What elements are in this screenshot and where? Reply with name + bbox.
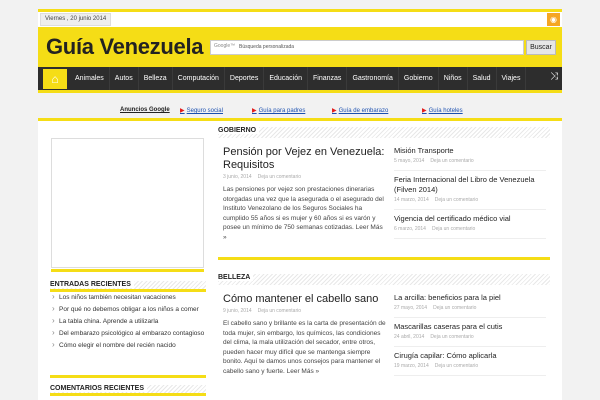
main-nav (38, 67, 562, 93)
list-item (394, 210, 546, 239)
list-item[interactable]: › Por qué no debemos obligar a los niños a comer (50, 304, 206, 316)
nav-item-animales[interactable]: Animales (70, 67, 110, 90)
ad-link[interactable]: ▶ Seguro social (180, 108, 223, 114)
site-header (38, 27, 562, 67)
featured-post (223, 293, 388, 376)
random-article-icon[interactable]: ⤨ (550, 71, 558, 82)
list-item (394, 171, 546, 210)
post-title[interactable]: Vigencia del certificado médico vial (394, 214, 511, 223)
ad-box-underline (51, 269, 204, 272)
post-title[interactable]: Mascarillas caseras para el cutis (394, 322, 503, 331)
post-list (394, 142, 546, 239)
arrow-icon: ▶ (422, 108, 427, 114)
featured-post (223, 146, 388, 242)
ad-links-bar (120, 107, 480, 117)
nav-item-educacion[interactable]: Educación (264, 67, 308, 90)
ad-link[interactable]: ▶ Guía de embarazo (332, 108, 389, 114)
section-title[interactable]: BELLEZA (218, 274, 550, 285)
nav-item-salud[interactable]: Salud (468, 67, 497, 90)
content-panel (38, 118, 562, 400)
nav-item-viajes[interactable]: Viajes (497, 67, 527, 90)
top-bar (38, 9, 562, 27)
post-meta: 3 junio, 2014 Deja un comentario (223, 174, 301, 180)
search-input[interactable] (210, 40, 524, 55)
list-item[interactable]: › Los niños también necesitan vacaciones (50, 292, 206, 304)
sidebar-ad-box (51, 138, 204, 268)
post-meta: 6 marzo, 2014 Deja un comentario (394, 226, 476, 232)
featured-post-title[interactable]: Cómo mantener el cabello sano (223, 293, 379, 305)
featured-post-title[interactable]: Pensión por Vejez en Venezuela: Requisitos (223, 146, 385, 171)
post-meta: 27 mayo, 2014 Deja un comentario (394, 305, 477, 311)
nav-item-finanzas[interactable]: Finanzas (308, 67, 347, 90)
search-button[interactable]: Buscar (526, 40, 556, 55)
list-item[interactable]: › La tabla china. Aprende a utilizarla (50, 316, 206, 328)
nav-item-ninos[interactable]: Niños (439, 67, 468, 90)
google-brand: Google™ (214, 43, 236, 49)
list-item (394, 142, 546, 171)
current-date: Viernes , 20 junio 2014 (40, 13, 111, 26)
post-meta: 19 marzo, 2014 Deja un comentario (394, 363, 479, 369)
post-meta: 9 junio, 2014 Deja un comentario (223, 308, 301, 314)
list-item (394, 347, 546, 376)
post-excerpt: El cabello sano y brillante es la carta de presentación de toda mujer, sin embargo, los químicos, las condiciones del clima, la mala utilización del secador, entre otros, pueden hacer muy difícil que se mantenga siempre bonito. Aquí te damos unos consejos para mantener el cabello sano y fuerte. Leer Más » (223, 320, 386, 375)
arrow-icon: ▶ (332, 108, 337, 114)
post-title[interactable]: Cirugía capilar: Cómo aplicarla (394, 351, 497, 360)
ad-link[interactable]: ▶ Guía para padres (252, 108, 306, 114)
nav-item-deportes[interactable]: Deportes (225, 67, 264, 90)
list-item (394, 318, 546, 347)
nav-item-belleza[interactable]: Belleza (139, 67, 173, 90)
post-list (394, 289, 546, 376)
section-belleza (218, 274, 550, 400)
rss-icon[interactable]: ◉ (547, 13, 560, 26)
ads-title[interactable]: Anuncios Google (120, 107, 170, 113)
list-item[interactable]: › Del embarazo psicológico al embarazo contagioso (50, 328, 206, 340)
post-meta: 5 mayo, 2014 Deja un comentario (394, 158, 474, 164)
home-icon[interactable]: ⌂ (43, 69, 67, 89)
widget-title: COMENTARIOS RECIENTES (50, 385, 206, 396)
section-gobierno (218, 127, 550, 261)
site-logo[interactable]: Guía Venezuela (46, 34, 204, 59)
recent-comments-widget (50, 385, 206, 396)
post-title[interactable]: La arcilla: beneficios para la piel (394, 293, 501, 302)
ad-link[interactable]: ▶ Guía hoteles (422, 108, 463, 114)
recent-entries-widget (50, 281, 206, 352)
post-title[interactable]: Misión Transporte (394, 146, 454, 155)
arrow-icon: ▶ (252, 108, 257, 114)
list-item[interactable]: › Cómo elegir el nombre del recién nacido (50, 340, 206, 352)
widget-underline (50, 375, 206, 378)
section-title[interactable]: GOBIERNO (218, 127, 550, 138)
post-meta: 14 marzo, 2014 Deja un comentario (394, 197, 479, 203)
nav-item-computacion[interactable]: Computación (173, 67, 225, 90)
search-placeholder: Búsqueda personalizada (239, 44, 295, 50)
nav-item-gastronomia[interactable]: Gastronomía (347, 67, 398, 90)
post-excerpt: Las pensiones por vejez son prestaciones dinerarias otorgadas una vez que la asegurada o el asegurado del Instituto Venezolano de los Seguros Sociales ha cumplido 55 años si es mujer y 60 años si es varón y posee un mínimo de 750 semanas cotizadas. Leer Más » (223, 186, 384, 241)
list-item (394, 289, 546, 318)
arrow-icon: ▶ (180, 108, 185, 114)
nav-item-gobierno[interactable]: Gobierno (399, 67, 439, 90)
post-meta: 24 abril, 2014 Deja un comentario (394, 334, 474, 340)
section-underline (218, 257, 550, 260)
post-title[interactable]: Feria Internacional del Libro de Venezuela (Filven 2014) (394, 175, 535, 194)
widget-title: ENTRADAS RECIENTES (50, 281, 206, 292)
nav-item-autos[interactable]: Autos (110, 67, 139, 90)
